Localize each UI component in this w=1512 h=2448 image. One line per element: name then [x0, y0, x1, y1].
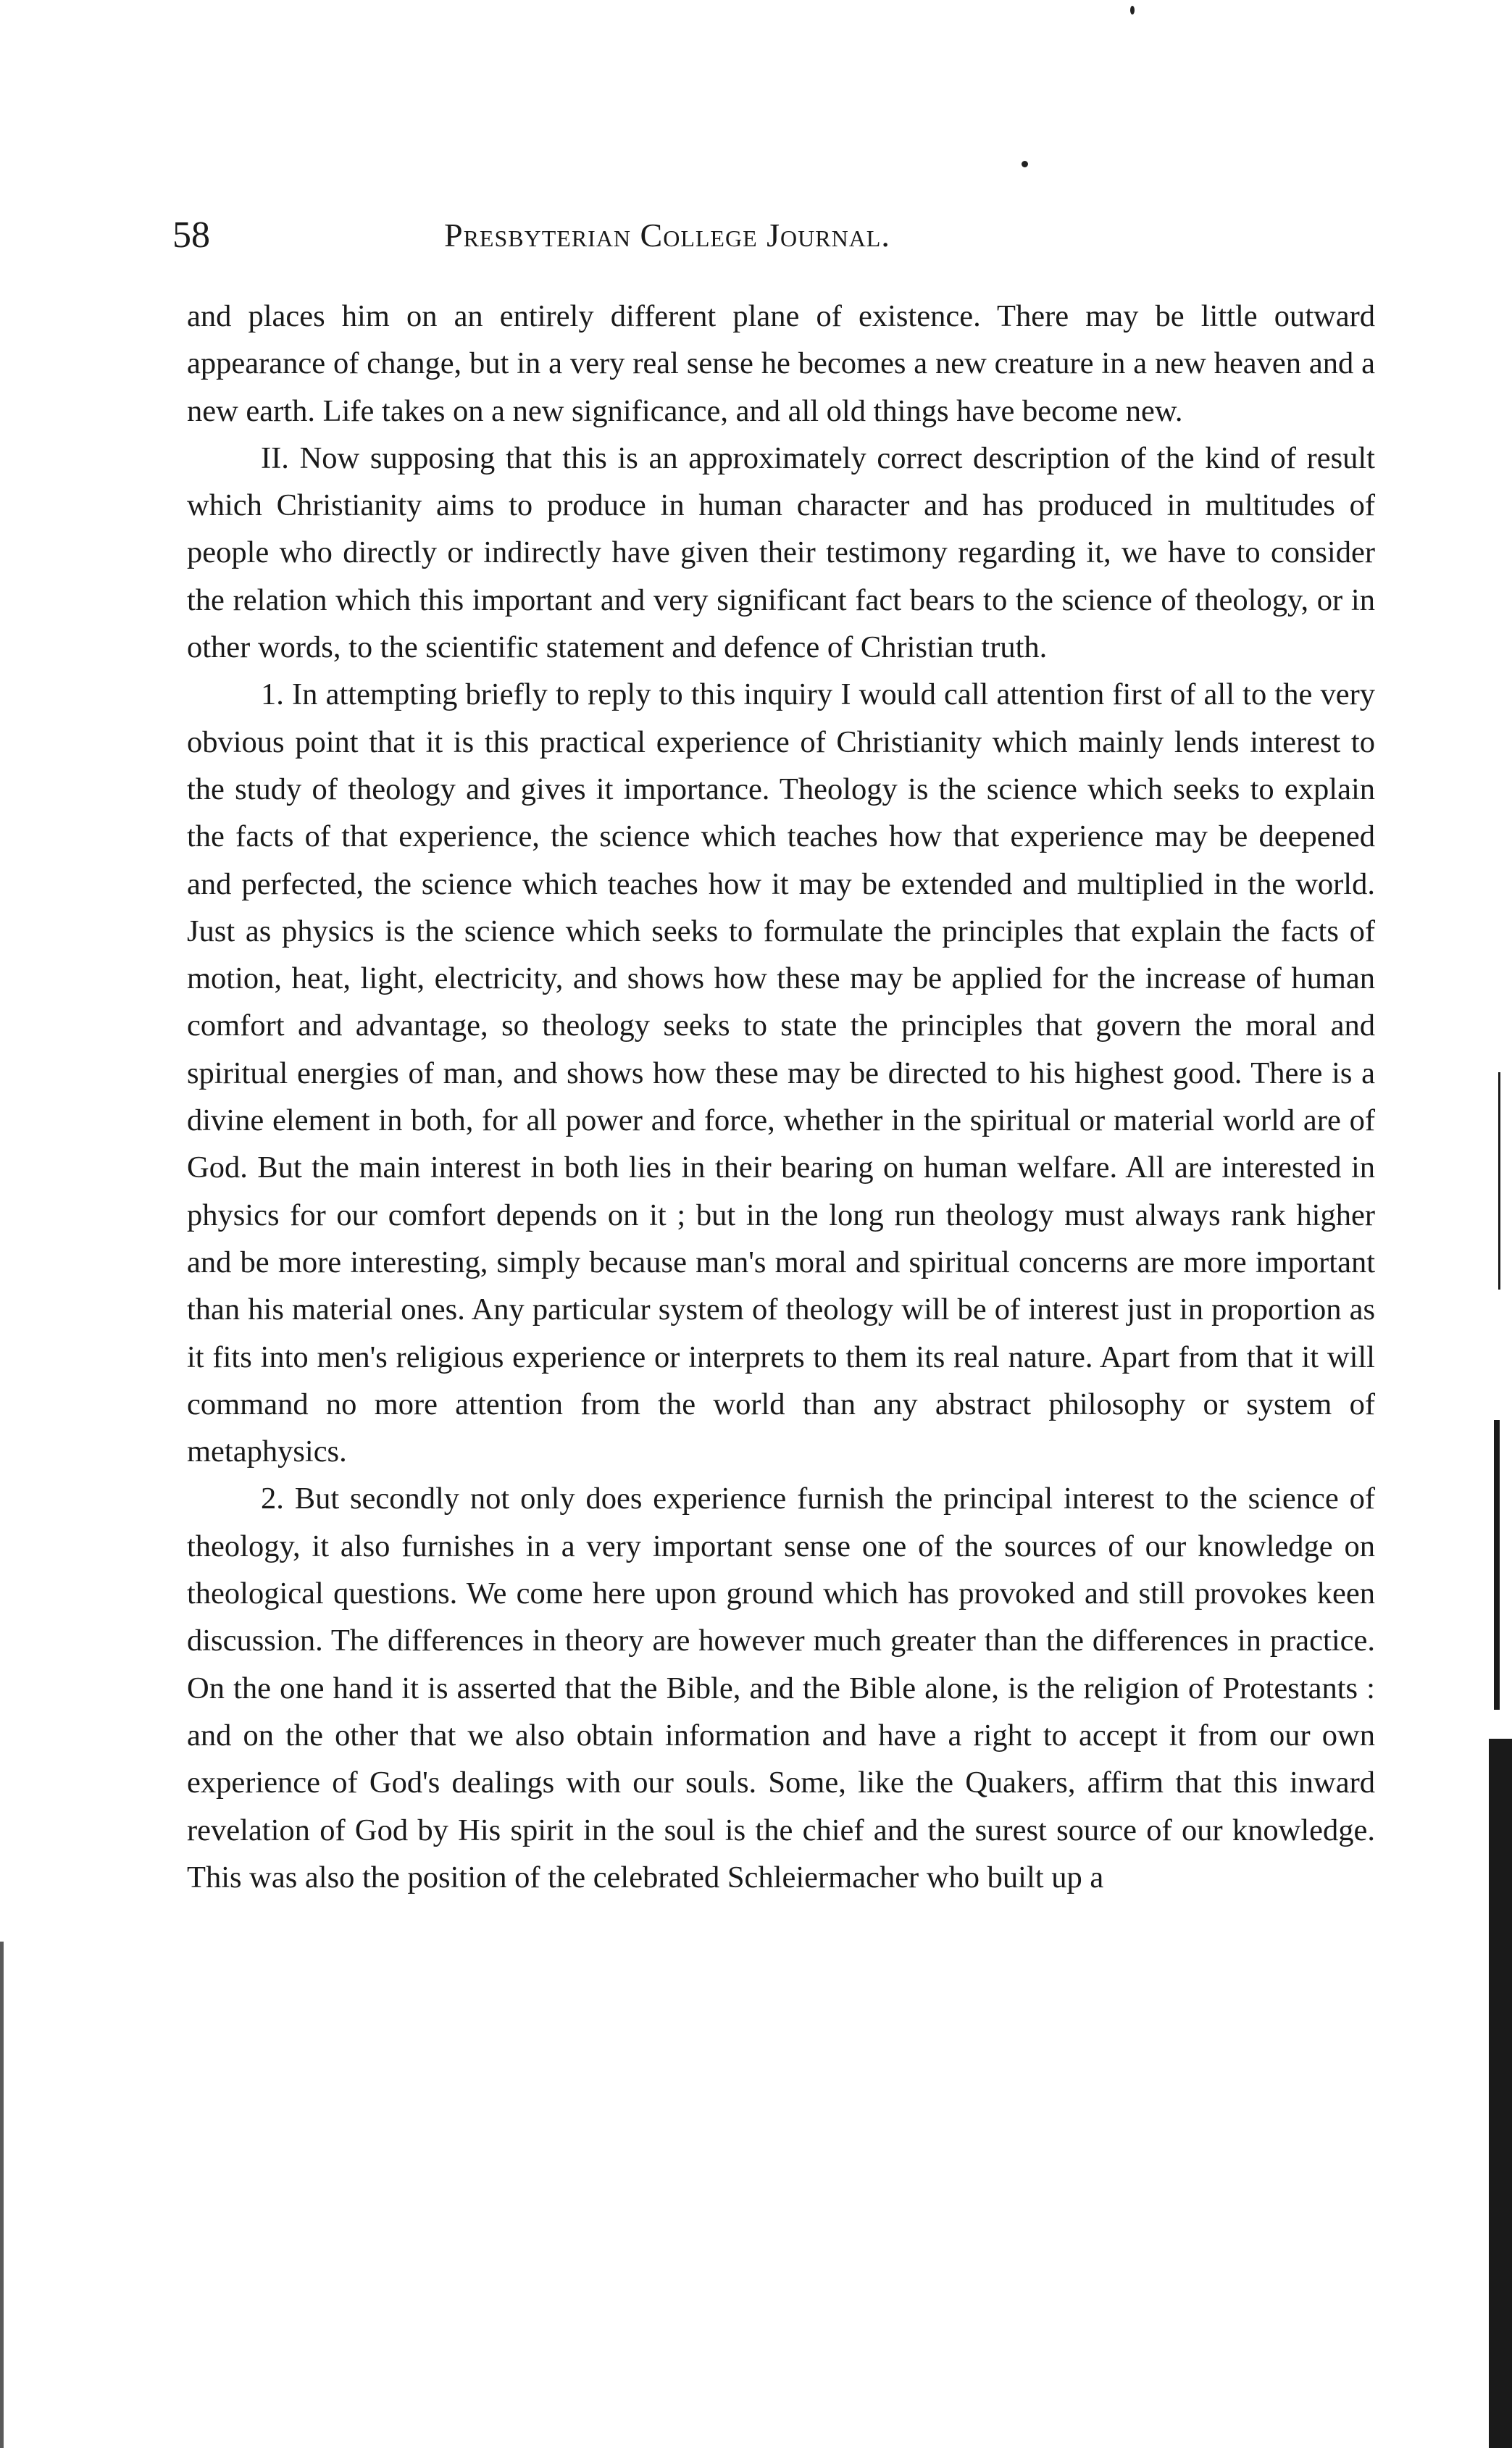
- page-number: 58: [172, 214, 210, 256]
- scan-edge-shadow: [1494, 1420, 1500, 1710]
- paragraph-section-two: II. Now supposing that this is an approximately correct description of the kind of result which Christianity aims to produce in human character and has produced in multitudes of people who directly or indirectly have given their testimony regarding it, we have to consider the relation which this important and very significant fact bears to the science of theology, or in other words, to the scientific statement and defence of Christian truth.: [187, 440, 1375, 665]
- ink-speck: [1130, 6, 1135, 14]
- paragraph-continued: and places him on an entirely different plane of existence. There may be little outward appearance of change, but in a very real sense he becomes a new creature in a new heaven and a new earth. Life takes on a new significance, and all old things have become new.: [187, 299, 1375, 428]
- scan-edge-shadow: [0, 1942, 4, 2448]
- running-head: Presbyterian College Journal.: [444, 217, 890, 254]
- paragraph-point-two: 2. But secondly not only does experience furnish the principal interest to the science of theology, it also furnishes in a very important sense one of the sources of our knowledge on theological questions. We come here upon ground which has provoked and still provokes keen discussion. The differences in theory are however much greater than the differences in practice. On the one hand it is asserted that the Bible, and the Bible alone, is the religion of Protestants : and on the other that we also obtain information and have a right to accept it from our own experience of God's dealings with our souls. Some, like the Quakers, affirm that this inward revelation of God by His spirit in the soul is the chief and the surest source of our knowledge. This was also the position of the celebrated Schleiermacher who built up a: [187, 1482, 1375, 1895]
- page-header: [172, 210, 1390, 268]
- body-text: [187, 293, 1375, 1901]
- paragraph-point-one: 1. In attempting briefly to reply to this inquiry I would call attention first of all to the very obvious point that it is this practical experience of Christianity which mainly lends interest to the study of theology and gives it importance. Theology is the science which seeks to explain the facts of that experience, the science which teaches how that experience may be deepened and perfected, the science which teaches how it may be extended and multiplied in the world. Just as physics is the science which seeks to formulate the principles that explain the facts of motion, heat, light, electricity, and shows how these may be applied for the increase of human comfort and advantage, so theology seeks to state the principles that govern the moral and spiritual energies of man, and shows how these may be directed to his highest good. There is a divine element in both, for all power and force, whether in the spiritual or material world are of God. But the main interest in both lies in their bearing on human welfare. All are interested in physics for our comfort depends on it ; but in the long run theology must always rank higher and be more interesting, simply because man's moral and spiritual concerns are more important than his material ones. Any particular system of theology will be of interest just in proportion as it fits into men's religious experience or interprets to them its real nature. Apart from that it will command no more attention from the world than any abstract philosophy or system of metaphysics.: [187, 677, 1375, 1469]
- ink-speck: [1022, 161, 1028, 167]
- scan-edge-shadow: [1489, 1739, 1512, 2448]
- scan-edge-shadow: [1498, 1072, 1500, 1290]
